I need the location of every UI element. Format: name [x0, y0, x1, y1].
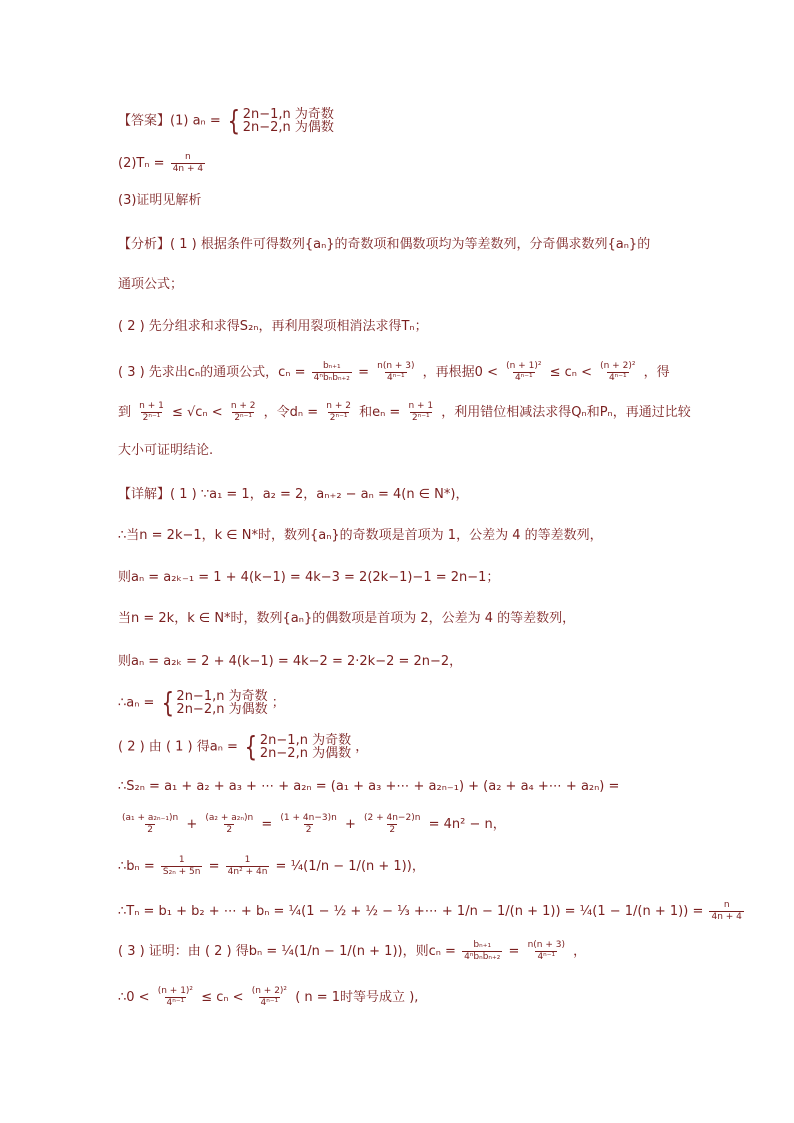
detail-line-2: ∴当n = 2k−1，k ∈ N*时，数列{aₙ}的奇数项是首项为 1，公差为 4 的等差数列，: [118, 528, 603, 543]
text: ≤ cₙ <: [549, 365, 592, 380]
analysis-line-3: ( 2 ) 先分组求和求得S₂ₙ，再利用裂项相消法求得Tₙ；: [118, 319, 428, 334]
detail-line-1: [118, 487, 468, 503]
text: ，: [355, 739, 369, 755]
fraction: $\frac{n(n + 3)}{\text{4ⁿ⁻¹}}$: [377, 361, 415, 383]
answer-line-3: (3)证明见解析: [118, 193, 202, 208]
fraction: $\frac{n + 2}{\text{2ⁿ⁻¹}}$: [326, 401, 351, 423]
text: ( 3 ) 先求出cₙ的通项公式，cₙ =: [118, 365, 306, 380]
detail-line-5: 则aₙ = a₂ₖ = 2 + 4(k−1) = 4k−2 = 2·2k−2 = 2n−2，: [118, 654, 463, 669]
text: ≤ cₙ <: [201, 990, 244, 1005]
fraction: $\frac{1}{\text{S₂ₙ + 5n}}$: [162, 855, 201, 877]
detail-line-6: [118, 686, 285, 719]
fraction: $\frac{n + 1}{\text{2ⁿ⁻¹}}$: [408, 401, 434, 423]
fraction: $\frac{n}{4n + 4}$: [711, 900, 742, 922]
case-odd: 2n−1,n 为奇数: [259, 733, 352, 748]
analysis-line-5: [118, 401, 691, 424]
analysis-line-6: 大小可证明结论.: [118, 443, 214, 458]
case-odd: 2n−1,n 为奇数: [242, 107, 334, 122]
detail-line-13: [118, 986, 418, 1009]
text: ，: [573, 944, 587, 959]
formula: aₙ =: [192, 113, 221, 129]
text: = ¼(1/n − 1/(n + 1))，: [275, 859, 425, 874]
text: ∴0 <: [118, 990, 150, 1005]
text: +: [186, 817, 198, 832]
answer-line-2: [118, 152, 207, 175]
fraction: $\frac{n}{4n + 4}$: [172, 152, 204, 174]
text: =: [208, 859, 220, 874]
text: ( n = 1时等号成立 ),: [295, 990, 419, 1005]
text: 到: [118, 405, 132, 420]
detail-line-8: ∴S₂ₙ = a₁ + a₂ + a₃ + ⋯ + a₂ₙ = (a₁ + a₃ +⋯ + a₂ₙ₋₁) + (a₂ + a₄ +⋯ + a₂ₙ) =: [118, 779, 620, 794]
detail-line-11: [118, 900, 746, 923]
detail-tag: 【详解】: [118, 487, 171, 502]
detail-line-9: [118, 813, 506, 836]
analysis-tag: 【分析】: [118, 237, 171, 252]
text: ∴bₙ =: [118, 859, 155, 874]
text: ( 2 ) 由 ( 1 ) 得aₙ =: [118, 739, 238, 755]
text: ( 3 ) 证明：由 ( 2 ) 得bₙ = ¼(1/n − 1/(n + 1))，则cₙ =: [118, 944, 456, 959]
text: = 4n² − n，: [428, 817, 506, 832]
fraction: $\frac{\text{(a₁ + a₂ₙ₋₁)n}}{2}$: [122, 813, 179, 835]
text: ( 1 ) ∵a₁ = 1，a₂ = 2，aₙ₊₂ − aₙ = 4(n ∈ N*)，: [170, 487, 469, 502]
text: ∴aₙ =: [118, 695, 155, 711]
fraction: $\frac{\text{bₙ₊₁}}{\text{4ⁿbₙbₙ₊₂}}$: [313, 361, 350, 383]
fraction: $\frac{\text{(n + 1)²}}{\text{4ⁿ⁻¹}}$: [157, 986, 194, 1008]
fraction: $\frac{(1 + 4n-3)n}{2}$: [280, 813, 337, 835]
fraction: $\frac{\text{bₙ₊₁}}{\text{4ⁿbₙbₙ₊₂}}$: [464, 940, 501, 962]
fraction: $\frac{\text{(n + 2)²}}{\text{4ⁿ⁻¹}}$: [251, 986, 288, 1008]
detail-line-10: [118, 855, 425, 878]
piecewise: { 2n−1,n 为奇数 2n−2,n 为偶数: [244, 730, 352, 763]
detail-line-12: [118, 940, 586, 963]
text: ，令dₙ =: [263, 405, 319, 420]
fraction: $\frac{\text{(a₂ + a₂ₙ)n}}{2}$: [205, 813, 254, 835]
detail-line-4: 当n = 2k，k ∈ N*时，数列{aₙ}的偶数项是首项为 2，公差为 4 的等差数列，: [118, 611, 576, 626]
piecewise: { 2n−1,n 为奇数 2n−2,n 为偶数: [161, 686, 268, 719]
piecewise: { 2n−1,n 为奇数 2n−2,n 为偶数: [227, 104, 334, 137]
text: ≤ √cₙ <: [172, 405, 223, 420]
fraction: $\frac{\text{(n + 1)²}}{\text{4ⁿ⁻¹}}$: [506, 361, 542, 383]
analysis-line-2: 通项公式；: [118, 277, 184, 292]
answer-tag: 【答案】: [118, 113, 171, 129]
answer-line-1: [118, 104, 334, 137]
text: 和eₙ =: [359, 405, 401, 420]
text: ；: [271, 695, 285, 711]
fraction: $\frac{n + 2}{\text{2ⁿ⁻¹}}$: [230, 401, 256, 423]
fraction: $\frac{n(n + 3)}{\text{4ⁿ⁻¹}}$: [527, 940, 565, 962]
text: ∴Tₙ = b₁ + b₂ + ⋯ + bₙ = ¼(1 − ½ + ½ − ⅓ +⋯ + 1/n − 1/(n + 1)) = ¼(1 − 1/(n + 1)) =: [118, 904, 704, 919]
text: =: [508, 944, 520, 959]
case-even: 2n−2,n 为偶数: [242, 120, 334, 135]
part-label: (1): [170, 113, 189, 129]
fraction: $\frac{n + 1}{\text{2ⁿ⁻¹}}$: [139, 401, 164, 423]
case-even: 2n−2,n 为偶数: [259, 746, 352, 761]
text: =: [358, 365, 369, 380]
fraction: $\frac{1}{\text{4n² + 4n}}$: [227, 855, 268, 877]
case-even: 2n−2,n 为偶数: [176, 702, 268, 717]
fraction: $\frac{(2 + 4n-2)n}{2}$: [364, 813, 421, 835]
text: ( 1 ) 根据条件可得数列{aₙ}的奇数项和偶数项均为等差数列，分奇偶求数列{aₙ}的: [170, 237, 651, 252]
detail-line-7: [118, 730, 369, 763]
text: ，利用错位相减法求得Qₙ和Pₙ，再通过比较: [441, 405, 691, 420]
text: =: [261, 817, 273, 832]
analysis-line-4: [118, 361, 670, 384]
formula: (2)Tₙ =: [118, 156, 165, 171]
text: +: [344, 817, 356, 832]
detail-line-3: 则aₙ = a₂ₖ₋₁ = 1 + 4(k−1) = 4k−3 = 2(2k−1)−1 = 2n−1；: [118, 570, 500, 585]
text: ，得: [643, 365, 670, 380]
case-odd: 2n−1,n 为奇数: [176, 689, 268, 704]
analysis-line-1: [118, 237, 650, 253]
fraction: $\frac{\text{(n + 2)²}}{\text{4ⁿ⁻¹}}$: [600, 361, 636, 383]
text: ，再根据0 <: [422, 365, 498, 380]
